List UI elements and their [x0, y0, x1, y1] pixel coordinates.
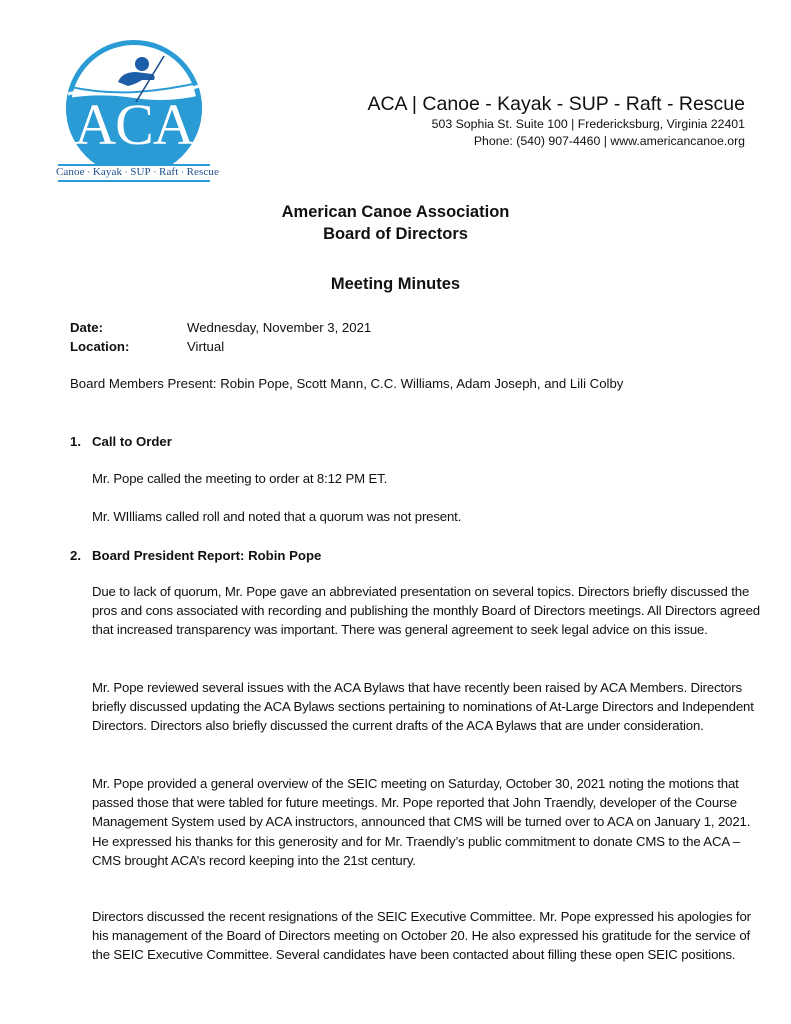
tagline-word: Kayak — [92, 166, 123, 178]
document-type: Meeting Minutes — [330, 275, 461, 293]
letterhead — [367, 92, 745, 150]
body-name: Board of Directors — [323, 225, 468, 243]
paragraph: Mr. Pope reviewed several issues with the ACA Bylaws that have recently been raised by ACA Members. Directors briefly discussed updating the ACA Bylaws sections pertaining to nominations of At-Large Directors and Independent Directors. Directors also briefly discussed the current drafts of the ACA Bylaws that are under consideration. — [92, 680, 754, 734]
tagline-word: SUP — [130, 166, 151, 178]
paragraph: Mr. Pope called the meeting to order at 8:12 PM ET. — [92, 471, 388, 486]
document-title — [0, 201, 791, 245]
tagline-word: Canoe — [56, 166, 85, 178]
date-value: Wednesday, November 3, 2021 — [187, 320, 372, 335]
tagline-sep: · — [87, 168, 91, 178]
location-label: Location: — [70, 339, 130, 354]
paragraph: Mr. Pope provided a general overview of the SEIC meeting on Saturday, October 30, 2021 noting the motions that passed those that were tabled for future meetings. Mr. Pope reported that John Traendly, developer of the Course Management System used by ACA instructors, announced that CMS will be turned over to ACA on January 1, 2021. He expressed his thanks for this generosity and for Mr. Traendly’s public commitment to donate CMS to the ACA – CMS brought ACA’s record keeping into the 21st century. — [92, 776, 751, 868]
section-number: 2. — [70, 548, 81, 563]
letterhead-contact: Phone: (540) 907-4460 | www.americancanoe.org — [473, 134, 745, 148]
date-row — [70, 318, 371, 337]
paragraph: Mr. WIlliams called roll and noted that a quorum was not present. — [92, 509, 462, 524]
section-heading-call-to-order — [70, 432, 172, 451]
section-heading-president-report — [70, 546, 321, 565]
org-name: American Canoe Association — [281, 203, 510, 221]
logo-text: ACA — [74, 92, 194, 157]
tagline-sep: · — [180, 168, 185, 178]
tagline-word: Raft — [159, 166, 179, 178]
location-row — [70, 337, 371, 356]
aca-logo — [56, 38, 219, 186]
tagline-word: Rescue — [186, 166, 219, 178]
paragraph: Directors discussed the recent resignations of the SEIC Executive Committee. Mr. Pope expressed his apologies for his management of the Board of Directors meeting on October 20. He also expressed his gratitude for the service of the SEIC Executive Committee. Several candidates have been contacted about filling these open SEIC positions. — [92, 909, 751, 963]
letterhead-address: 503 Sophia St. Suite 100 | Fredericksburg, Virginia 22401 — [431, 117, 745, 131]
section-number: 1. — [70, 434, 81, 449]
tagline-sep: · — [153, 168, 157, 178]
section-title: Call to Order — [92, 434, 172, 449]
logo-tagline — [56, 166, 219, 178]
logo-rule — [58, 180, 210, 182]
letterhead-title: ACA | Canoe - Kayak - SUP - Raft - Rescue — [367, 93, 745, 115]
members-present: Board Members Present: Robin Pope, Scott Mann, C.C. Williams, Adam Joseph, and Lili Colby — [70, 376, 624, 391]
date-label: Date: — [70, 320, 103, 335]
meeting-meta — [70, 318, 371, 356]
section-title: Board President Report: Robin Pope — [92, 548, 322, 563]
paragraph: Due to lack of quorum, Mr. Pope gave an abbreviated presentation on several topics. Directors briefly discussed the pros and cons associated with recording and publishing the monthly Board of Directors meetings. All Directors agreed that increased transparency was important. There was general agreement to seek legal advice on this issue. — [92, 584, 760, 638]
tagline-sep: · — [124, 168, 128, 178]
location-value: Virtual — [187, 339, 225, 354]
